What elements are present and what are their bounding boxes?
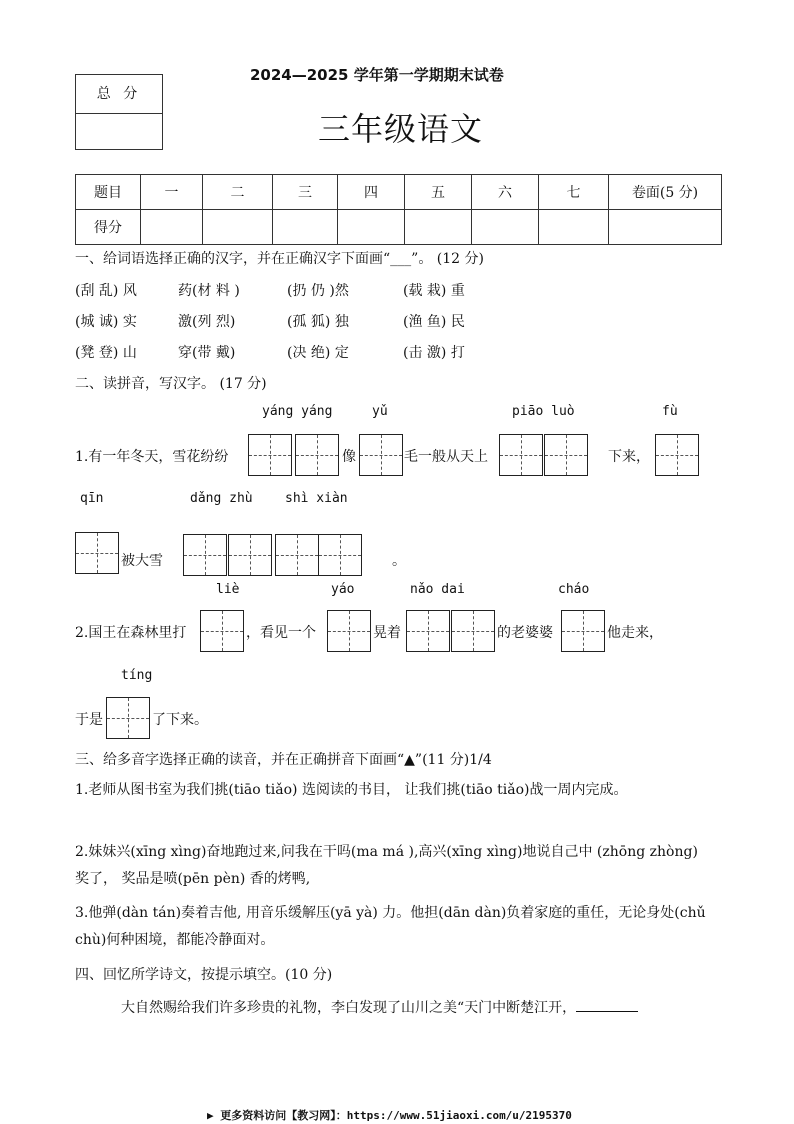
q1-item[interactable]: (凳 登) 山	[75, 345, 137, 361]
q1-item[interactable]: (扔 仍 )然	[287, 283, 349, 299]
score-cell[interactable]	[203, 210, 273, 245]
pinyin-label: cháo	[558, 582, 590, 597]
q4-paragraph	[121, 997, 638, 1017]
score-cell[interactable]	[273, 210, 338, 245]
tian-grid-box[interactable]	[248, 434, 292, 476]
score-cell[interactable]	[539, 210, 609, 245]
q1-title: 一、给词语选择正确的汉字，并在正确汉字下面画“___”。 (12 分)	[75, 251, 484, 267]
pinyin-label: dǎng zhù	[190, 491, 253, 506]
q1-item[interactable]: (城 诚) 实	[75, 314, 137, 330]
q1-item[interactable]: 激(列 烈)	[178, 314, 236, 330]
q2-text: 像	[342, 449, 356, 465]
q4-title: 四、回忆所学诗文，按提示填空。(10 分)	[75, 967, 333, 983]
q2-text: 2.国王在森林里打	[75, 625, 187, 641]
score-cell[interactable]	[405, 210, 472, 245]
q2-text: 1.有一年冬天，雪花纷纷	[75, 449, 229, 465]
q3-title: 三、给多音字选择正确的读音，并在正确拼音下面画“▲”(11 分)1/4	[75, 752, 492, 768]
q1-item[interactable]: 药(材 料 )	[178, 283, 240, 299]
total-score-field[interactable]	[76, 114, 162, 150]
score-table	[75, 174, 722, 245]
q2-text: 于是	[75, 712, 103, 728]
tian-grid-box[interactable]	[451, 610, 495, 652]
score-row-label: 得分	[76, 210, 141, 245]
pinyin-label: nǎo dai	[410, 582, 465, 597]
subject-title: 三年级语文	[318, 110, 484, 148]
score-header-cell: 七	[539, 175, 609, 210]
tian-grid-box[interactable]	[228, 534, 272, 576]
q2-text: 他走来，	[607, 625, 663, 641]
score-header-cell: 一	[141, 175, 203, 210]
total-score-box	[75, 74, 163, 150]
tian-grid-box[interactable]	[561, 610, 605, 652]
q2-text: 晃着	[373, 625, 401, 641]
tian-grid-box[interactable]	[75, 532, 119, 574]
q1-item[interactable]: (渔 鱼) 民	[403, 314, 465, 330]
q1-item[interactable]: (载 栽) 重	[403, 283, 465, 299]
tian-grid-box[interactable]	[183, 534, 227, 576]
q1-item[interactable]: (击 激) 打	[403, 345, 465, 361]
pinyin-label: shì xiàn	[285, 491, 348, 506]
q1-item[interactable]: (孤 狐) 独	[287, 314, 349, 330]
q2-text: 毛一般从天上	[404, 449, 488, 465]
tian-grid-box[interactable]	[544, 434, 588, 476]
q1-item[interactable]: (决 绝) 定	[287, 345, 349, 361]
score-table-header-row	[76, 175, 722, 210]
pinyin-label: liè	[216, 582, 240, 597]
footer-link[interactable]: ▶ 更多资料访问【教习网】：https://www.51jiaoxi.com/u/2195370	[207, 1109, 572, 1122]
score-cell[interactable]	[472, 210, 539, 245]
score-header-cell: 二	[203, 175, 273, 210]
tian-grid-box[interactable]	[275, 534, 319, 576]
pinyin-label: yáng yáng	[262, 404, 333, 419]
tian-grid-box[interactable]	[359, 434, 403, 476]
tian-grid-box[interactable]	[499, 434, 543, 476]
q3-item[interactable]: 3.他弹(dàn tán)奏着吉他, 用音乐缓解压(yā yà) 力。他担(dān dàn)负着家庭的重任，无论身处(chǔ chù)何种困境，都能冷静面对。	[75, 905, 706, 948]
score-header-cell: 三	[273, 175, 338, 210]
q3-item[interactable]: 2.妹妹兴(xīng xìng)奋地跑过来,问我在干吗(ma má ),高兴(xīng xìng)地说自己中 (zhōng zhòng) 奖了， 奖品是喷(pēn pèn) 香的烤鸭,	[75, 844, 698, 887]
tian-grid-box[interactable]	[106, 697, 150, 739]
q3-item[interactable]: 1.老师从图书室为我们挑(tiāo tiǎo) 选阅读的书目， 让我们挑(tiāo tiǎo)战一周内完成。	[75, 782, 628, 798]
score-cell[interactable]	[338, 210, 405, 245]
tian-grid-box[interactable]	[200, 610, 244, 652]
exam-title: 2024—2025 学年第一学期期末试卷	[250, 66, 504, 84]
tian-grid-box[interactable]	[327, 610, 371, 652]
pinyin-label: qīn	[80, 491, 104, 506]
q2-title: 二、读拼音，写汉字。 (17 分)	[75, 376, 267, 392]
pinyin-label: fù	[662, 404, 678, 419]
q4-text: 大自然赐给我们许多珍贵的礼物，李白发现了山川之美“天门中断楚江开，	[121, 1000, 577, 1016]
pinyin-label: yáo	[331, 582, 355, 597]
pinyin-label: piāo luò	[512, 404, 575, 419]
score-cell[interactable]	[141, 210, 203, 245]
q2-text: 被大雪	[121, 553, 163, 569]
tian-grid-box[interactable]	[406, 610, 450, 652]
q2-text: 了下来。	[152, 712, 208, 728]
score-table-score-row	[76, 210, 722, 245]
q2-text: 。	[392, 553, 406, 569]
q2-text: 下来，	[608, 449, 650, 465]
q4-blank[interactable]	[576, 997, 638, 1012]
pinyin-label: yǔ	[372, 404, 388, 419]
score-cell[interactable]	[609, 210, 722, 245]
score-header-cell: 五	[405, 175, 472, 210]
total-score-label: 总 分	[76, 75, 162, 114]
score-header-cell: 卷面(5 分)	[609, 175, 722, 210]
score-header-cell: 六	[472, 175, 539, 210]
q1-item[interactable]: 穿(带 戴)	[178, 345, 236, 361]
tian-grid-box[interactable]	[318, 534, 362, 576]
q2-text: 的老婆婆	[497, 625, 553, 641]
q1-item[interactable]: (刮 乱) 风	[75, 283, 137, 299]
q2-text: ，看见一个	[246, 625, 316, 641]
score-header-cell: 题目	[76, 175, 141, 210]
tian-grid-box[interactable]	[295, 434, 339, 476]
score-header-cell: 四	[338, 175, 405, 210]
tian-grid-box[interactable]	[655, 434, 699, 476]
pinyin-label: tíng	[121, 668, 153, 683]
